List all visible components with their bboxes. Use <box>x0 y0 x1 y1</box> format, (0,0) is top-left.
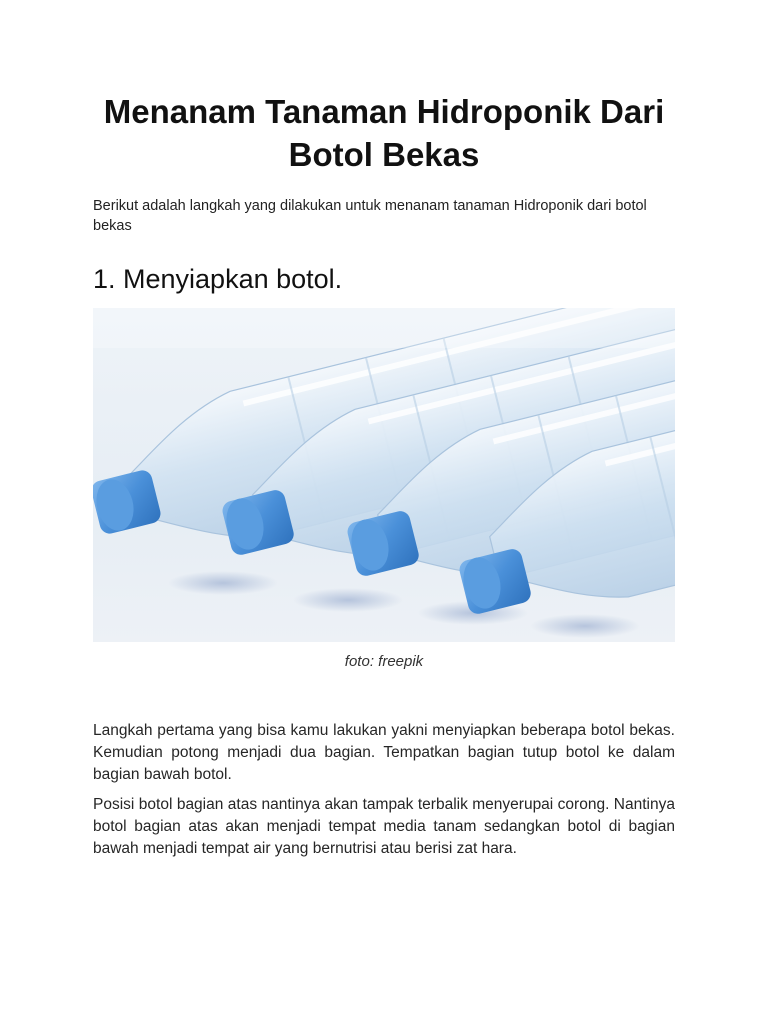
intro-paragraph: Berikut adalah langkah yang dilakukan untuk menanam tanaman Hidroponik dari botol bekas <box>93 198 647 234</box>
bottles-illustration <box>93 308 675 642</box>
photo-caption: foto: freepik <box>344 653 424 670</box>
document-page <box>93 0 675 860</box>
body-paragraph-1: Langkah pertama yang bisa kamu lakukan yakni menyiapkan beberapa botol bekas. Kemudian potong menjadi dua bagian. Tempatkan bagian tutup botol ke dalam bagian bawah botol. <box>93 722 675 783</box>
document-title: Menanam Tanaman Hidroponik Dari Botol Bekas <box>103 93 665 173</box>
bottles-photo <box>93 308 675 642</box>
body-paragraph-2: Posisi botol bagian atas nantinya akan tampak terbalik menyerupai corong. Nantinya botol bagian atas akan menjadi tempat media tanam sedangkan botol di bagian bawah menjadi tempat air yang bernutrisi atau berisi zat hara. <box>93 796 675 857</box>
section-heading: 1. Menyiapkan botol. <box>93 264 343 294</box>
